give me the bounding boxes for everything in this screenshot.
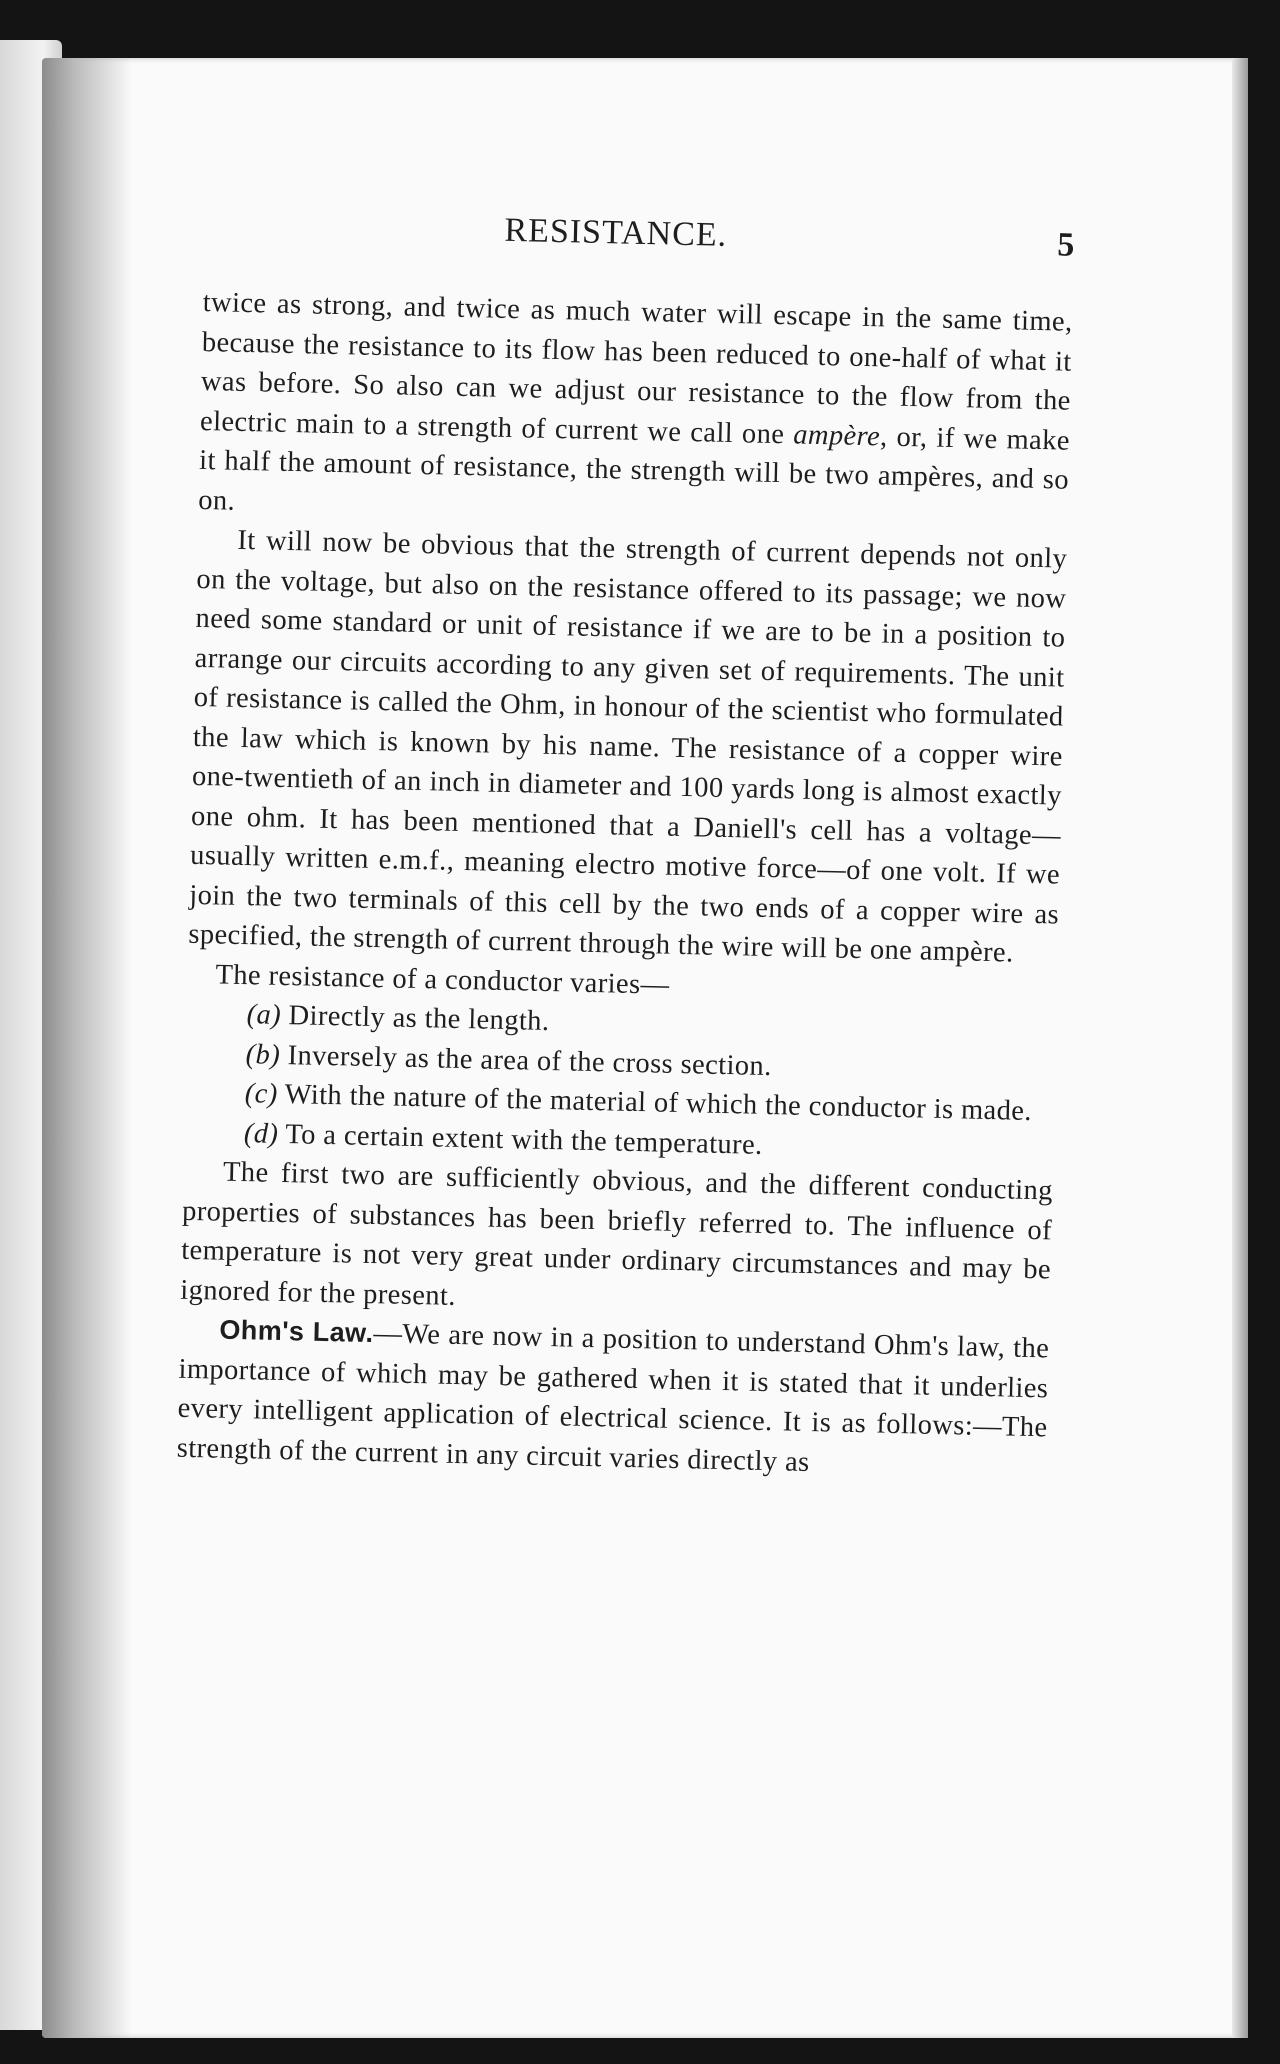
- list-item-text: To a certain extent with the temperature.: [285, 1118, 763, 1161]
- paragraph-4-text: —We are now in a position to understand Ohm's law, the importance of which may be gathered when it is stated that it underlies every intelligent application of electrical science. It is as follows:—The strength of the current in any circuit varies directly as: [176, 1318, 1050, 1478]
- list-marker: (b): [245, 1038, 281, 1071]
- paragraph-1: [198, 283, 1073, 540]
- list-marker: (c): [244, 1078, 279, 1110]
- paragraph-3: The first two are sufficiently obvious, and the different conducting properties of substances has been briefly referred to. The influence of temperature is not very great under ordinary circumstances and may be ignored for the present.: [180, 1156, 1054, 1312]
- list-marker: (a): [246, 999, 282, 1031]
- paragraph-2: It will now be obvious that the strength of current depends not only on the voltage, but also on the resistance offered to its passage; we now need some standard or unit of resistance if we are to be in a position to arrange our circuits according to any given set of requirements. The unit of resistance is called the Ohm, in honour of the scientist who formulated the law which is known by his name. The resistance of a copper wire one-twentieth of an inch in diameter and 100 yards long is almost exactly one ohm. It has been mentioned that a Daniell's cell has a voltage—usually written e.m.f., meaning electro motive force—of one volt. If we join the two terminals of this cell by the two ends of a copper wire as specified, the strength of current through the wire will be one ampère.: [188, 524, 1068, 969]
- gutter-shadow: [42, 58, 132, 2038]
- page-right-edge: [1232, 58, 1248, 2038]
- list-item-text: Directly as the length.: [288, 1000, 550, 1038]
- page-text: [176, 205, 1074, 1487]
- paragraph-1-text-a: twice as strong, and twice as much water will escape in the same time, because the resistance to its flow has been reduced to one-half of what it was before. So also can we adjust our resistance to the flow from the electric main to a strength of current we call one: [199, 286, 1073, 450]
- paragraph-1-text-b: , or, if we make it half the amount of resistance, the strength will be two ampères, and so on.: [197, 420, 1071, 517]
- ampere-italic: ampère: [792, 418, 881, 452]
- paragraph-4: [176, 1310, 1049, 1488]
- list-item-text: With the nature of the material of which the conductor is made.: [284, 1079, 1033, 1127]
- list-marker: (d): [243, 1117, 279, 1150]
- ohms-law-heading: Ohm's Law.: [219, 1314, 374, 1349]
- page-number: 5: [1056, 226, 1075, 264]
- page-title: RESISTANCE.: [504, 211, 728, 254]
- list-intro: The resistance of a conductor varies—: [215, 958, 670, 1001]
- list-item-text: Inversely as the area of the cross section.: [287, 1039, 773, 1082]
- resistance-factors-list: [184, 994, 1057, 1172]
